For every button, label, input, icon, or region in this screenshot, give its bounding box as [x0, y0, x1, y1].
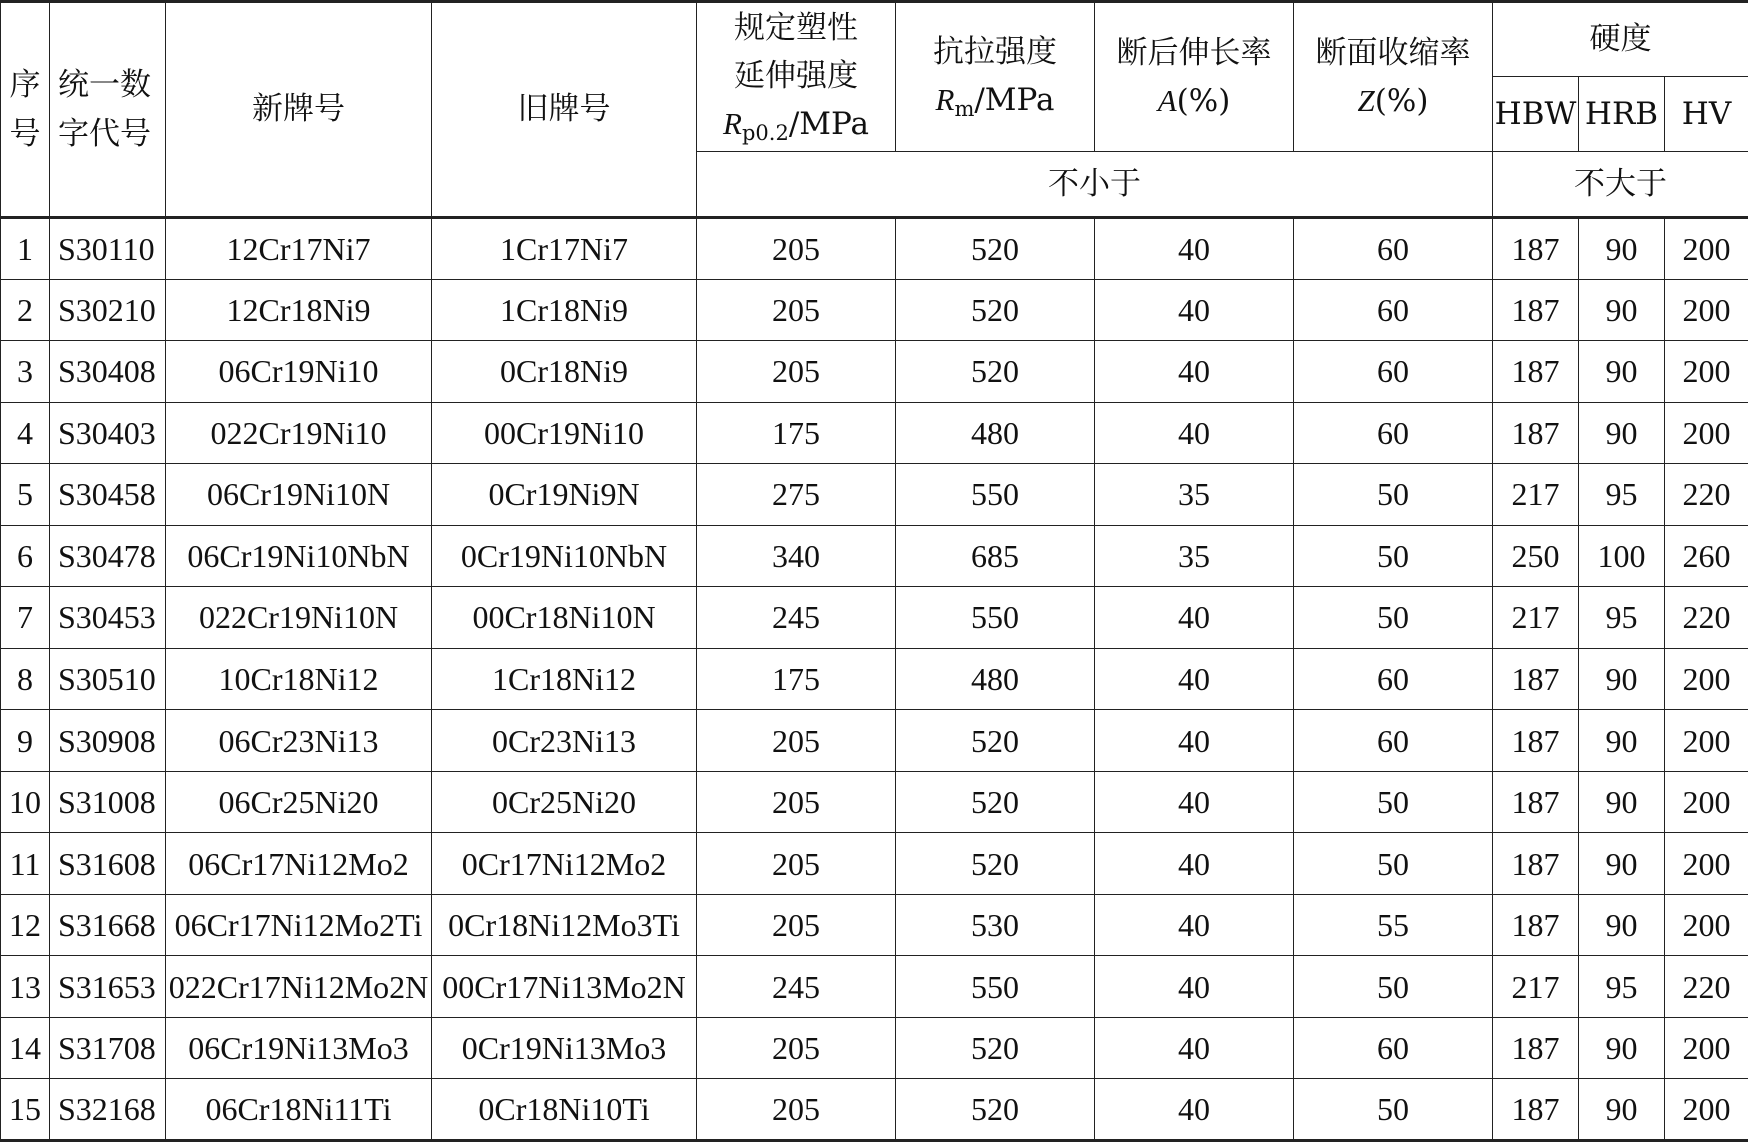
cell-hbw: 217 [1493, 587, 1579, 649]
cell-new-grade: 06Cr18Ni11Ti [166, 1079, 432, 1141]
cell-yield-strength: 205 [697, 833, 896, 895]
cell-hv: 200 [1665, 771, 1748, 833]
header-hardness: 硬度 [1493, 2, 1748, 77]
cell-yield-strength: 175 [697, 402, 896, 464]
table-row [1, 525, 1748, 587]
cell-code: S31668 [50, 894, 166, 956]
cell-code: S30478 [50, 525, 166, 587]
cell-seq: 5 [1, 464, 50, 526]
cell-old-grade: 00Cr17Ni13Mo2N [432, 956, 697, 1018]
cell-hrb: 95 [1579, 587, 1665, 649]
cell-tensile-strength: 520 [896, 341, 1095, 403]
cell-elongation: 35 [1095, 525, 1294, 587]
cell-hbw: 217 [1493, 464, 1579, 526]
cell-code: S31008 [50, 771, 166, 833]
cell-old-grade: 1Cr18Ni12 [432, 648, 697, 710]
cell-old-grade: 0Cr18Ni10Ti [432, 1079, 697, 1141]
cell-hbw: 187 [1493, 833, 1579, 895]
cell-hrb: 90 [1579, 894, 1665, 956]
cell-tensile-strength: 550 [896, 587, 1095, 649]
header-code: 统一数 字代号 [50, 2, 166, 218]
cell-elongation: 35 [1095, 464, 1294, 526]
cell-new-grade: 06Cr19Ni10N [166, 464, 432, 526]
header-tensile-strength: 抗拉强度 $R_m$/MPa [896, 2, 1095, 152]
cell-code: S30403 [50, 402, 166, 464]
cell-reduction-of-area: 55 [1294, 894, 1493, 956]
cell-hrb: 95 [1579, 464, 1665, 526]
cell-elongation: 40 [1095, 833, 1294, 895]
cell-old-grade: 0Cr18Ni9 [432, 341, 697, 403]
cell-reduction-of-area: 50 [1294, 956, 1493, 1018]
cell-yield-strength: 205 [697, 894, 896, 956]
table-row [1, 279, 1748, 341]
cell-new-grade: 022Cr19Ni10N [166, 587, 432, 649]
header-elongation: 断后伸长率 A(%) [1095, 2, 1294, 152]
cell-old-grade: 00Cr19Ni10 [432, 402, 697, 464]
cell-code: S31708 [50, 1017, 166, 1079]
cell-tensile-strength: 530 [896, 894, 1095, 956]
cell-hv: 220 [1665, 956, 1748, 1018]
cell-hv: 220 [1665, 464, 1748, 526]
cell-seq: 10 [1, 771, 50, 833]
table-row [1, 771, 1748, 833]
cell-old-grade: 0Cr19Ni13Mo3 [432, 1017, 697, 1079]
cell-elongation: 40 [1095, 1017, 1294, 1079]
cell-seq: 1 [1, 218, 50, 280]
cell-code: S31608 [50, 833, 166, 895]
cell-hbw: 187 [1493, 341, 1579, 403]
cell-reduction-of-area: 60 [1294, 279, 1493, 341]
cell-code: S30510 [50, 648, 166, 710]
cell-yield-strength: 205 [697, 341, 896, 403]
cell-new-grade: 06Cr19Ni10 [166, 341, 432, 403]
header-seq: 序 号 [1, 2, 50, 218]
cell-tensile-strength: 520 [896, 218, 1095, 280]
cell-old-grade: 0Cr17Ni12Mo2 [432, 833, 697, 895]
header-hrb: HRB [1579, 77, 1665, 152]
cell-elongation: 40 [1095, 218, 1294, 280]
cell-yield-strength: 245 [697, 587, 896, 649]
cell-hbw: 187 [1493, 894, 1579, 956]
cell-reduction-of-area: 60 [1294, 710, 1493, 772]
cell-old-grade: 0Cr18Ni12Mo3Ti [432, 894, 697, 956]
cell-seq: 15 [1, 1079, 50, 1141]
cell-seq: 4 [1, 402, 50, 464]
table-row [1, 833, 1748, 895]
cell-reduction-of-area: 50 [1294, 771, 1493, 833]
cell-yield-strength: 275 [697, 464, 896, 526]
cell-old-grade: 0Cr19Ni10NbN [432, 525, 697, 587]
header-reduction-of-area: 断面收缩率 Z(%) [1294, 2, 1493, 152]
cell-tensile-strength: 480 [896, 648, 1095, 710]
cell-yield-strength: 205 [697, 771, 896, 833]
cell-new-grade: 12Cr17Ni7 [166, 218, 432, 280]
cell-tensile-strength: 685 [896, 525, 1095, 587]
cell-elongation: 40 [1095, 956, 1294, 1018]
cell-hbw: 250 [1493, 525, 1579, 587]
cell-elongation: 40 [1095, 587, 1294, 649]
cell-hbw: 217 [1493, 956, 1579, 1018]
header-not-more-than: 不大于 [1493, 152, 1748, 218]
header-hv: HV [1665, 77, 1748, 152]
cell-code: S30110 [50, 218, 166, 280]
cell-hrb: 90 [1579, 710, 1665, 772]
cell-code: S30908 [50, 710, 166, 772]
table-row [1, 1079, 1748, 1141]
cell-hrb: 100 [1579, 525, 1665, 587]
table-row [1, 894, 1748, 956]
cell-tensile-strength: 520 [896, 833, 1095, 895]
cell-code: S32168 [50, 1079, 166, 1141]
cell-elongation: 40 [1095, 648, 1294, 710]
cell-elongation: 40 [1095, 1079, 1294, 1141]
cell-hv: 200 [1665, 894, 1748, 956]
cell-seq: 14 [1, 1017, 50, 1079]
cell-hrb: 90 [1579, 402, 1665, 464]
cell-tensile-strength: 520 [896, 1017, 1095, 1079]
cell-new-grade: 12Cr18Ni9 [166, 279, 432, 341]
cell-tensile-strength: 520 [896, 279, 1095, 341]
cell-seq: 11 [1, 833, 50, 895]
cell-yield-strength: 205 [697, 1079, 896, 1141]
cell-hv: 200 [1665, 1017, 1748, 1079]
cell-yield-strength: 205 [697, 218, 896, 280]
table-row [1, 648, 1748, 710]
cell-hrb: 90 [1579, 833, 1665, 895]
cell-reduction-of-area: 60 [1294, 402, 1493, 464]
cell-tensile-strength: 520 [896, 771, 1095, 833]
cell-hbw: 187 [1493, 1017, 1579, 1079]
table-row [1, 218, 1748, 280]
cell-tensile-strength: 520 [896, 1079, 1095, 1141]
cell-hbw: 187 [1493, 710, 1579, 772]
cell-new-grade: 06Cr17Ni12Mo2 [166, 833, 432, 895]
table-row [1, 956, 1748, 1018]
cell-hbw: 187 [1493, 218, 1579, 280]
cell-yield-strength: 205 [697, 1017, 896, 1079]
header-not-less-than: 不小于 [697, 152, 1493, 218]
cell-elongation: 40 [1095, 279, 1294, 341]
header-new-grade: 新牌号 [166, 2, 432, 218]
cell-new-grade: 022Cr19Ni10 [166, 402, 432, 464]
cell-hrb: 90 [1579, 341, 1665, 403]
header-yield-strength: 规定塑性 延伸强度 $R_{p0.2}$/MPa [697, 2, 896, 152]
table-row [1, 464, 1748, 526]
cell-seq: 2 [1, 279, 50, 341]
cell-yield-strength: 205 [697, 279, 896, 341]
table-body [1, 218, 1748, 1141]
cell-code: S30408 [50, 341, 166, 403]
cell-new-grade: 06Cr25Ni20 [166, 771, 432, 833]
cell-code: S30210 [50, 279, 166, 341]
cell-hbw: 187 [1493, 402, 1579, 464]
cell-hbw: 187 [1493, 771, 1579, 833]
cell-new-grade: 06Cr19Ni13Mo3 [166, 1017, 432, 1079]
cell-hrb: 90 [1579, 648, 1665, 710]
header-old-grade: 旧牌号 [432, 2, 697, 218]
cell-reduction-of-area: 50 [1294, 833, 1493, 895]
cell-reduction-of-area: 50 [1294, 587, 1493, 649]
cell-tensile-strength: 480 [896, 402, 1095, 464]
table-row [1, 710, 1748, 772]
cell-hv: 220 [1665, 587, 1748, 649]
cell-seq: 6 [1, 525, 50, 587]
cell-old-grade: 1Cr18Ni9 [432, 279, 697, 341]
cell-seq: 8 [1, 648, 50, 710]
cell-yield-strength: 175 [697, 648, 896, 710]
cell-hrb: 90 [1579, 1017, 1665, 1079]
cell-yield-strength: 340 [697, 525, 896, 587]
cell-seq: 9 [1, 710, 50, 772]
cell-hv: 200 [1665, 1079, 1748, 1141]
cell-old-grade: 0Cr23Ni13 [432, 710, 697, 772]
cell-reduction-of-area: 60 [1294, 648, 1493, 710]
cell-yield-strength: 245 [697, 956, 896, 1018]
cell-seq: 12 [1, 894, 50, 956]
cell-hv: 200 [1665, 279, 1748, 341]
cell-new-grade: 06Cr17Ni12Mo2Ti [166, 894, 432, 956]
table-row [1, 402, 1748, 464]
cell-seq: 3 [1, 341, 50, 403]
cell-hv: 200 [1665, 833, 1748, 895]
cell-hrb: 90 [1579, 218, 1665, 280]
table-row [1, 587, 1748, 649]
cell-reduction-of-area: 60 [1294, 341, 1493, 403]
cell-reduction-of-area: 60 [1294, 218, 1493, 280]
cell-hbw: 187 [1493, 1079, 1579, 1141]
cell-hrb: 90 [1579, 279, 1665, 341]
cell-elongation: 40 [1095, 710, 1294, 772]
cell-tensile-strength: 550 [896, 464, 1095, 526]
cell-reduction-of-area: 50 [1294, 1079, 1493, 1141]
cell-hrb: 90 [1579, 771, 1665, 833]
cell-old-grade: 00Cr18Ni10N [432, 587, 697, 649]
cell-elongation: 40 [1095, 894, 1294, 956]
cell-hv: 200 [1665, 710, 1748, 772]
cell-code: S30453 [50, 587, 166, 649]
cell-old-grade: 0Cr25Ni20 [432, 771, 697, 833]
cell-new-grade: 022Cr17Ni12Mo2N [166, 956, 432, 1018]
cell-hrb: 95 [1579, 956, 1665, 1018]
cell-tensile-strength: 520 [896, 710, 1095, 772]
cell-tensile-strength: 550 [896, 956, 1095, 1018]
header-row-1 [1, 2, 1748, 77]
header-hbw: HBW [1493, 77, 1579, 152]
cell-seq: 7 [1, 587, 50, 649]
cell-code: S30458 [50, 464, 166, 526]
cell-hv: 200 [1665, 402, 1748, 464]
table-row [1, 341, 1748, 403]
cell-hrb: 90 [1579, 1079, 1665, 1141]
cell-code: S31653 [50, 956, 166, 1018]
cell-old-grade: 1Cr17Ni7 [432, 218, 697, 280]
cell-reduction-of-area: 50 [1294, 464, 1493, 526]
cell-new-grade: 10Cr18Ni12 [166, 648, 432, 710]
cell-elongation: 40 [1095, 402, 1294, 464]
cell-reduction-of-area: 50 [1294, 525, 1493, 587]
cell-new-grade: 06Cr19Ni10NbN [166, 525, 432, 587]
cell-yield-strength: 205 [697, 710, 896, 772]
cell-new-grade: 06Cr23Ni13 [166, 710, 432, 772]
cell-hv: 200 [1665, 218, 1748, 280]
cell-hv: 200 [1665, 648, 1748, 710]
cell-seq: 13 [1, 956, 50, 1018]
cell-hbw: 187 [1493, 279, 1579, 341]
cell-hbw: 187 [1493, 648, 1579, 710]
cell-hv: 200 [1665, 341, 1748, 403]
table-row [1, 1017, 1748, 1079]
cell-reduction-of-area: 60 [1294, 1017, 1493, 1079]
cell-hv: 260 [1665, 525, 1748, 587]
cell-elongation: 40 [1095, 771, 1294, 833]
cell-old-grade: 0Cr19Ni9N [432, 464, 697, 526]
cell-elongation: 40 [1095, 341, 1294, 403]
